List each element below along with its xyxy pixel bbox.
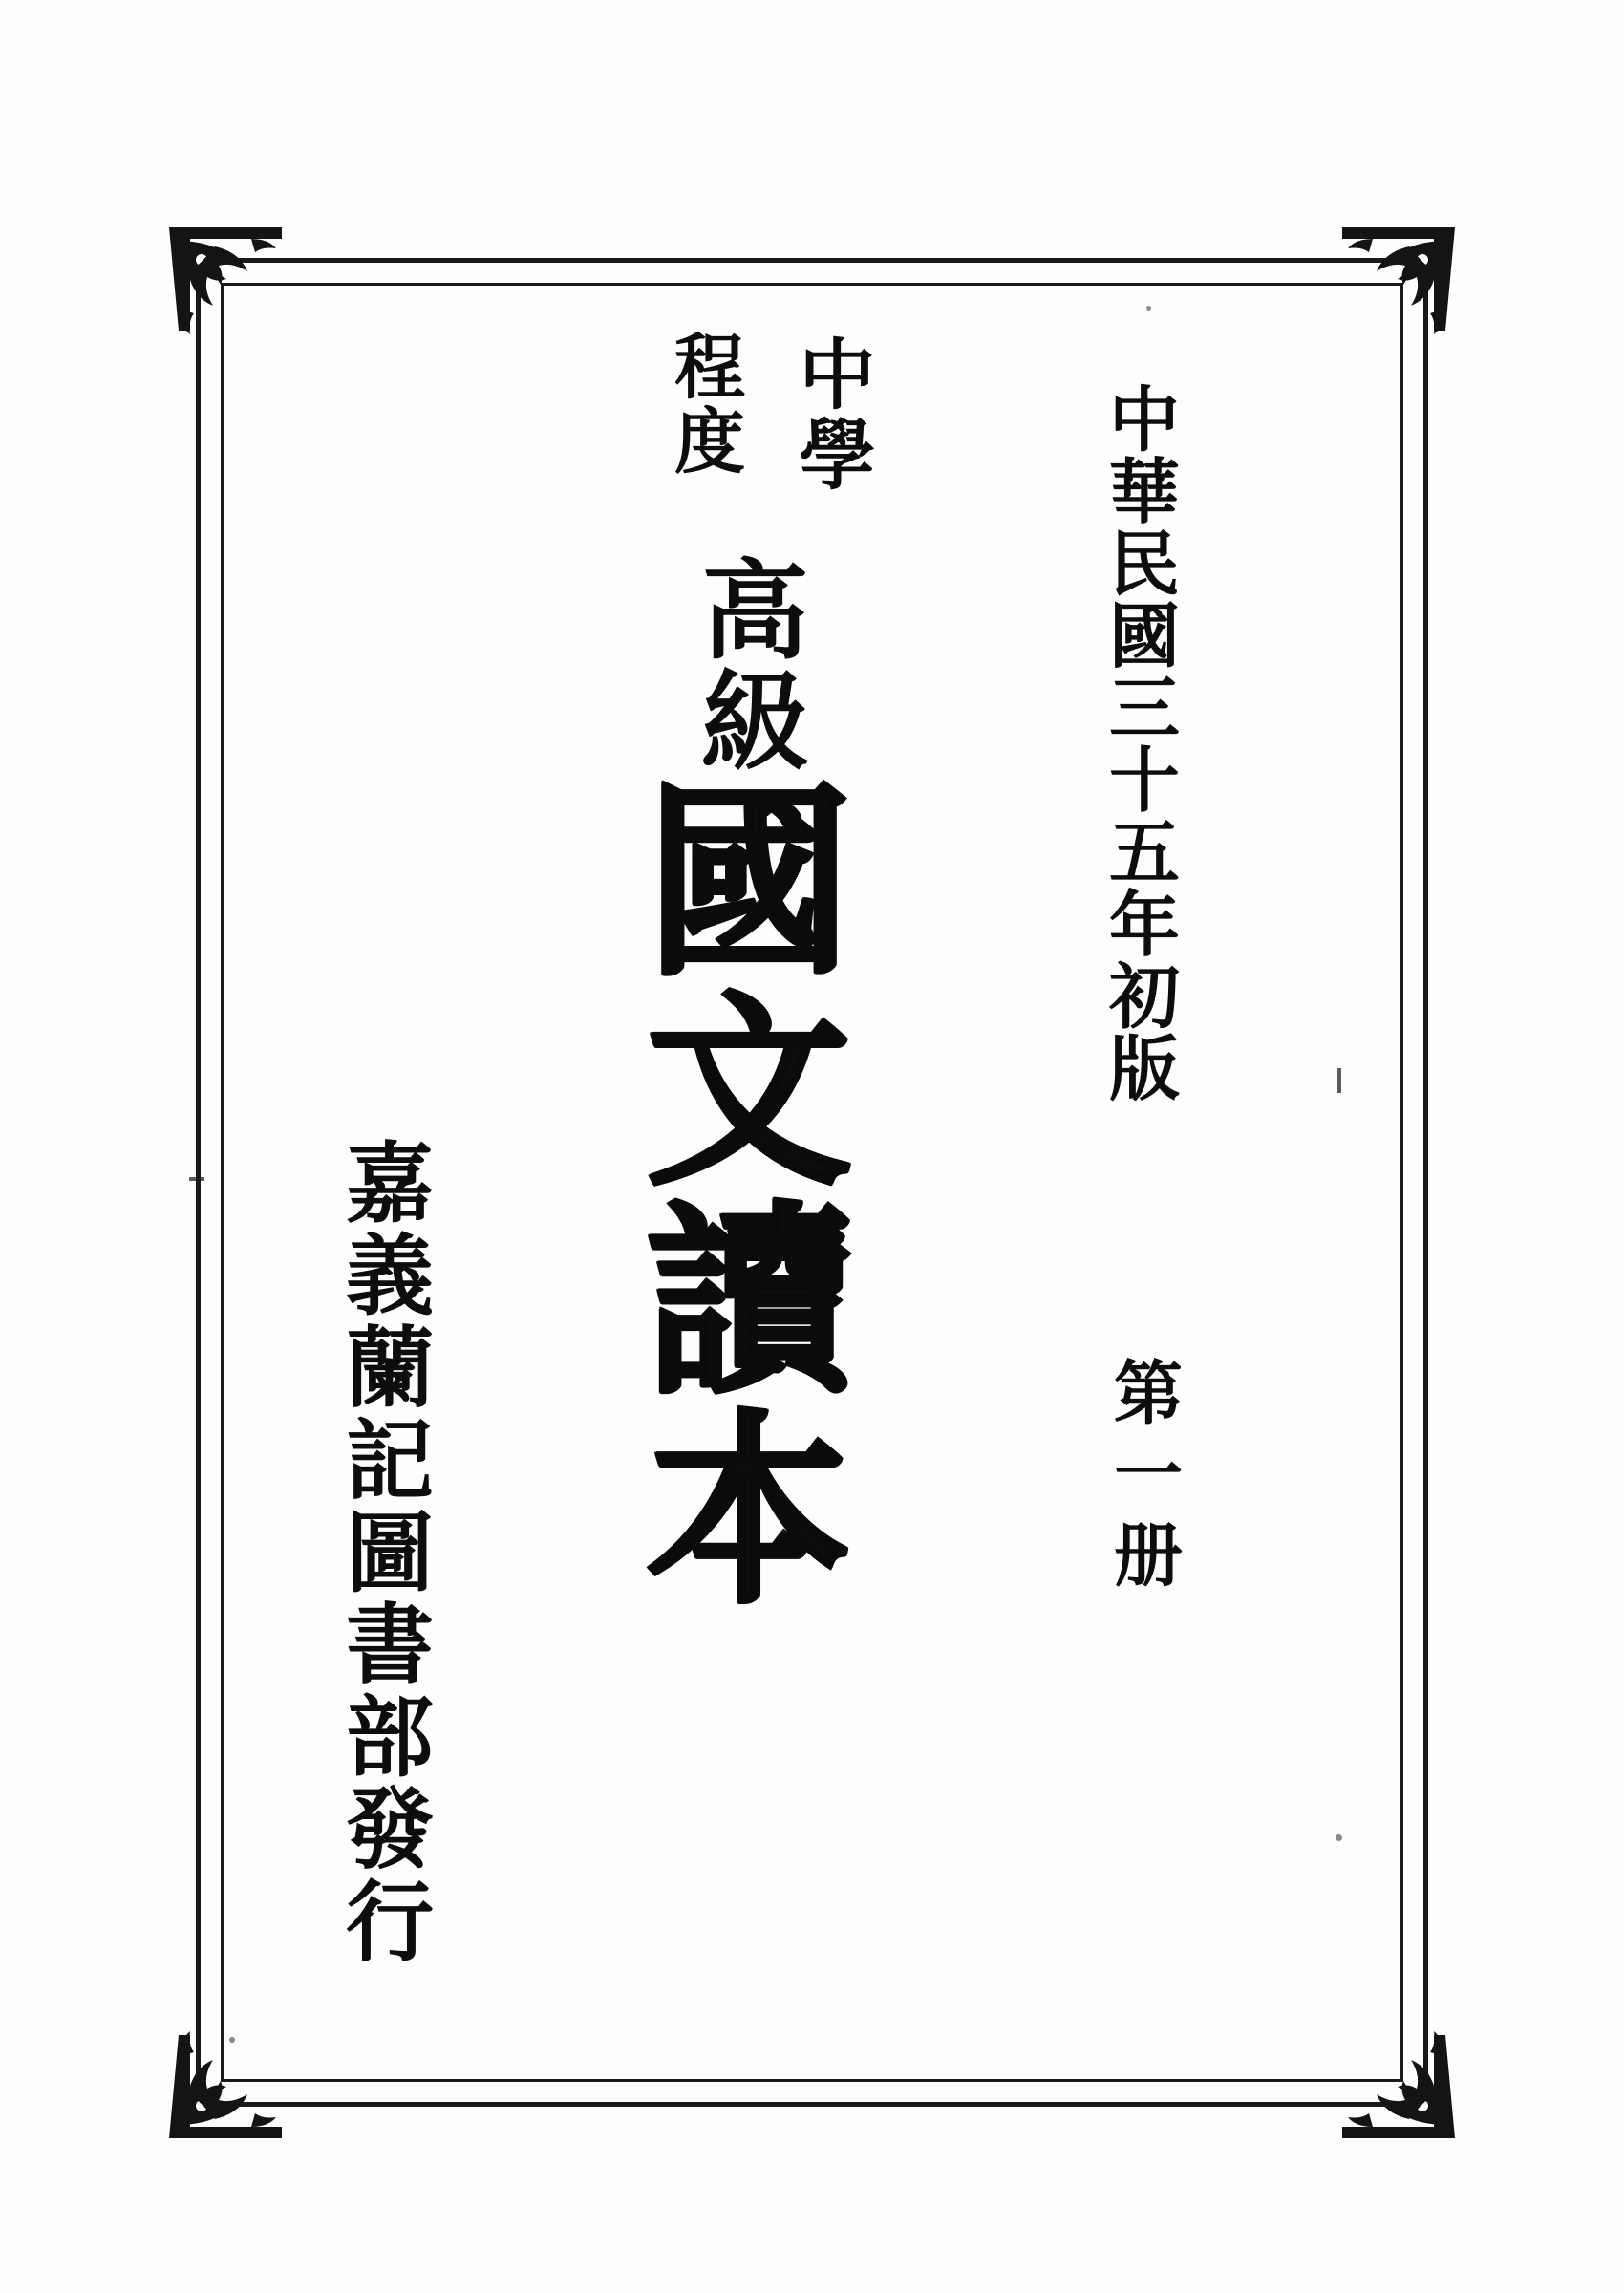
corner-ornament-icon bbox=[160, 2004, 303, 2148]
border-line-top bbox=[196, 258, 1428, 263]
corner-ornament-icon bbox=[1321, 218, 1464, 361]
page-title: 國文讀本 bbox=[612, 774, 854, 1613]
senior-level-label: 高級 bbox=[684, 554, 809, 775]
grade-level-label: 程度 bbox=[663, 330, 745, 479]
inner-border-line-top bbox=[221, 283, 1403, 286]
volume-number: 第一册 bbox=[1102, 1357, 1184, 1600]
inner-border-line-bottom bbox=[221, 2079, 1403, 2082]
border-line-right bbox=[1423, 258, 1428, 2107]
border-line-left bbox=[196, 258, 201, 2107]
school-level-label: 中學 bbox=[786, 334, 876, 495]
border-line-bottom bbox=[196, 2102, 1428, 2107]
corner-ornament-icon bbox=[1321, 2004, 1464, 2148]
publisher-imprint: 嘉義蘭記圖書部發行 bbox=[331, 1137, 435, 1968]
inner-border-line-right bbox=[1400, 283, 1403, 2082]
inner-border-line-left bbox=[221, 283, 224, 2082]
corner-ornament-icon bbox=[160, 218, 303, 361]
edition-statement: 中華民國三十五年初版 bbox=[1098, 382, 1180, 1104]
